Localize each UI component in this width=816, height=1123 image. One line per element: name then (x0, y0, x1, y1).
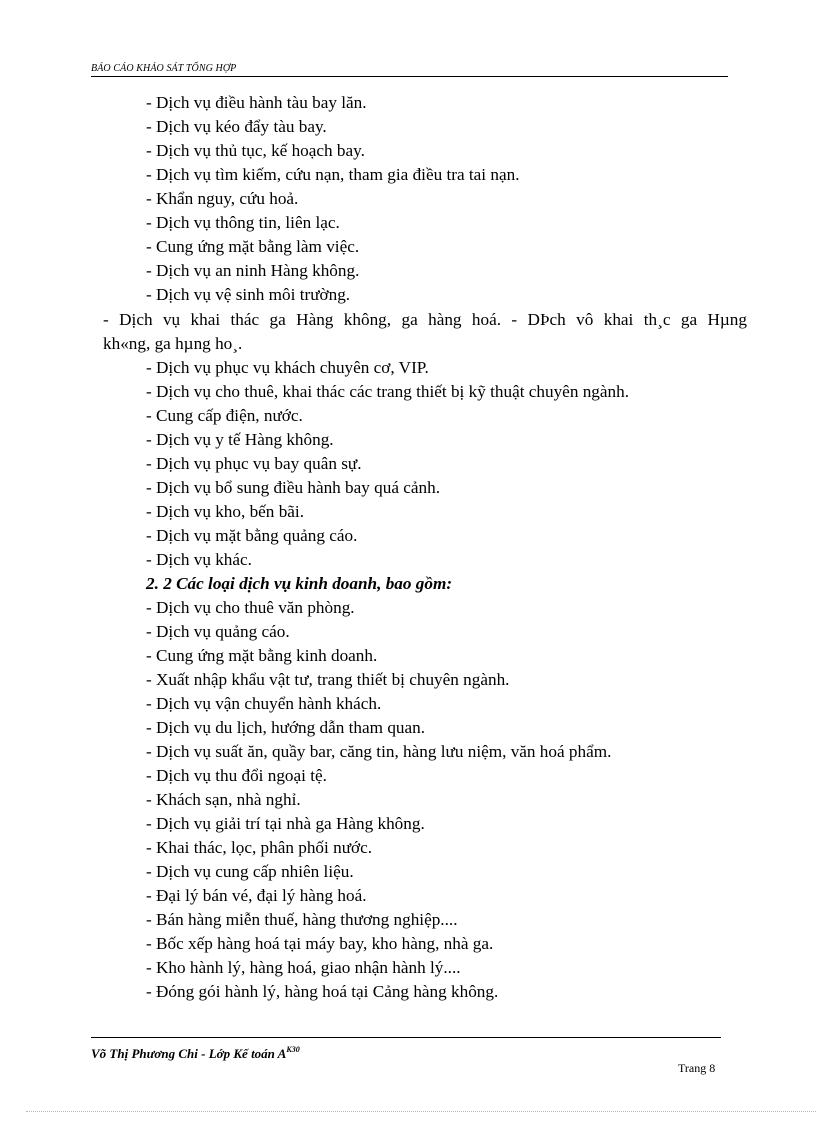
list-item: - Dịch vụ tìm kiếm, cứu nạn, tham gia điều tra tai nạn. (146, 165, 520, 184)
list-item: - Dịch vụ an ninh Hàng không. (146, 261, 360, 280)
list-item: - Dịch vụ phục vụ khách chuyên cơ, VIP. (146, 358, 429, 377)
header-divider (91, 76, 728, 77)
list-item: - Dịch vụ cho thuê văn phòng. (146, 598, 355, 617)
list-item: - Cung ứng mặt bằng kinh doanh. (146, 646, 378, 665)
list-item: - Khách sạn, nhà nghỉ. (146, 790, 301, 809)
list-item: - Kho hành lý, hàng hoá, giao nhận hành lý.... (146, 958, 461, 977)
list-item: - Cung ứng mặt bằng làm việc. (146, 237, 360, 256)
list-item: - Khai thác, lọc, phân phối nước. (146, 838, 373, 857)
list-item: - Dịch vụ phục vụ bay quân sự. (146, 454, 362, 473)
list-item: - Đóng gói hành lý, hàng hoá tại Cảng hàng không. (146, 982, 499, 1001)
list-item: - Dịch vụ vệ sinh môi trường. (146, 285, 351, 304)
footer-divider (91, 1037, 721, 1038)
list-item: - Dịch vụ bổ sung điều hành bay quá cảnh. (146, 478, 441, 497)
list-item: - Dịch vụ kho, bến bãi. (146, 502, 304, 521)
list-item: - Cung cấp điện, nước. (146, 406, 303, 425)
list-item: - Dịch vụ kéo đẩy tàu bay. (146, 117, 327, 136)
footer-author (91, 1045, 300, 1062)
class-superscript: K30 (286, 1045, 300, 1054)
list-item: - Bốc xếp hàng hoá tại máy bay, kho hàng, nhà ga. (146, 934, 494, 953)
list-item: - Dịch vụ thủ tục, kế hoạch bay. (146, 141, 365, 160)
list-item: - Khẩn nguy, cứu hoả. (146, 189, 299, 208)
list-item: - Dịch vụ thu đổi ngoại tệ. (146, 766, 327, 785)
list-item: - Dịch vụ cung cấp nhiên liệu. (146, 862, 354, 881)
list-item: - Đại lý bán vé, đại lý hàng hoá. (146, 886, 367, 905)
list-item: - Dịch vụ suất ăn, quầy bar, căng tin, hàng lưu niệm, văn hoá phẩm. (146, 742, 612, 761)
paragraph-line: kh«ng, ga hµng ho¸. (103, 334, 243, 353)
author-text: Võ Thị Phương Chi - Lớp Kế toán A (91, 1046, 287, 1061)
report-header-title: BÁO CÁO KHẢO SÁT TỔNG HỢP (91, 63, 237, 74)
page-number: Trang 8 (678, 1061, 716, 1075)
section-heading: 2. 2 Các loại dịch vụ kinh doanh, bao gồm: (146, 574, 453, 593)
paragraph-line: - Dịch vụ khai thác ga Hàng không, ga hàng hoá. - DÞch vô khai th¸c ga Hµng (103, 310, 747, 329)
list-item: - Xuất nhập khẩu vật tư, trang thiết bị chuyên ngành. (146, 670, 510, 689)
list-item: - Dịch vụ điều hành tàu bay lăn. (146, 93, 367, 112)
list-item: - Dịch vụ du lịch, hướng dẫn tham quan. (146, 718, 426, 737)
list-item: - Dịch vụ vận chuyển hành khách. (146, 694, 382, 713)
list-item: - Dịch vụ mặt bằng quảng cáo. (146, 526, 358, 545)
list-item: - Bán hàng miễn thuế, hàng thương nghiệp.... (146, 910, 458, 929)
list-item: - Dịch vụ cho thuê, khai thác các trang thiết bị kỹ thuật chuyên ngành. (146, 382, 630, 401)
list-item: - Dịch vụ y tế Hàng không. (146, 430, 334, 449)
list-item: - Dịch vụ quảng cáo. (146, 622, 290, 641)
list-item: - Dịch vụ thông tin, liên lạc. (146, 213, 340, 232)
page-edge-divider (26, 1111, 816, 1112)
list-item: - Dịch vụ giải trí tại nhà ga Hàng không. (146, 814, 425, 833)
list-item: - Dịch vụ khác. (146, 550, 252, 569)
